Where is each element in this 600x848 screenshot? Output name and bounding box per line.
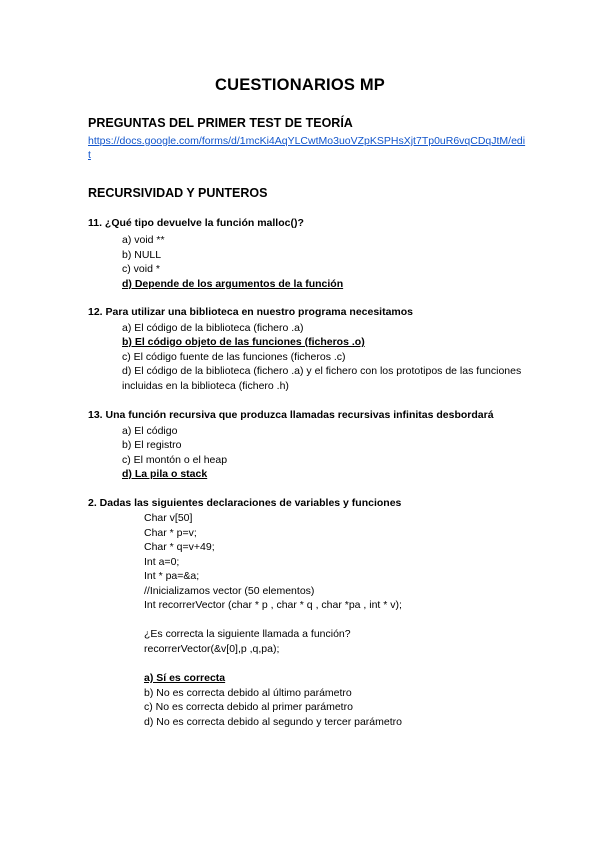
q11-option-b: b) NULL xyxy=(122,249,162,261)
code-line: Int recorrerVector (char * p , char * q , char *pa , int * v); xyxy=(144,599,402,611)
q11-option-d-answer: d) Depende de los argumentos de la función xyxy=(122,278,344,290)
code-line: Char * q=v+49; xyxy=(144,541,215,553)
q11-option-c: c) void * xyxy=(122,263,160,275)
q2-option-a-answer: a) Sí es correcta xyxy=(144,672,226,684)
google-forms-link[interactable]: https://docs.google.com/forms/d/1mcKi4AqYLCwtMo3uoVZpKSPHsXjt7Tp0uR6vqCDqJtM/edit xyxy=(88,135,526,161)
q13-option-a: a) El código xyxy=(122,425,178,437)
q12-option-b-answer: b) El código objeto de las funciones (ficheros .o) xyxy=(122,336,365,348)
code-line: //Inicializamos vector (50 elementos) xyxy=(144,585,315,597)
q2-option-d: d) No es correcta debido al segundo y tercer parámetro xyxy=(144,716,402,728)
question-12: 12. Para utilizar una biblioteca en nuestro programa necesitamos xyxy=(88,306,414,318)
section-heading-recursion: RECURSIVIDAD Y PUNTEROS xyxy=(88,186,268,200)
q2-option-b: b) No es correcta debido al último parámetro xyxy=(144,687,352,699)
code-line: Char v[50] xyxy=(144,512,193,524)
code-line: Int * pa=&a; xyxy=(144,570,200,582)
q12-option-d: d) El código de la biblioteca (fichero .a) y el fichero con los prototipos de las funciones incluidas en la biblioteca (fichero .h) xyxy=(122,365,522,392)
q2-option-c: c) No es correcta debido al primer parámetro xyxy=(144,701,353,713)
q12-option-a: a) El código de la biblioteca (fichero .a) xyxy=(122,322,304,334)
q2-prompt: ¿Es correcta la siguiente llamada a función? xyxy=(144,628,351,640)
q12-option-c: c) El código fuente de las funciones (ficheros .c) xyxy=(122,351,346,363)
section-heading-first-test: PREGUNTAS DEL PRIMER TEST DE TEORÍA xyxy=(88,116,353,130)
question-2: 2. Dadas las siguientes declaraciones de variables y funciones xyxy=(88,497,402,509)
question-11: 11. ¿Qué tipo devuelve la función malloc()? xyxy=(88,217,304,229)
code-line: Char * p=v; xyxy=(144,527,197,539)
q2-function-call: recorrerVector(&v[0],p ,q,pa); xyxy=(144,643,280,655)
q13-option-b: b) El registro xyxy=(122,439,182,451)
q13-option-d-answer: d) La pila o stack xyxy=(122,468,208,480)
question-13: 13. Una función recursiva que produzca llamadas recursivas infinitas desbordará xyxy=(88,409,494,421)
q13-option-c: c) El montón o el heap xyxy=(122,454,228,466)
code-line: Int a=0; xyxy=(144,556,180,568)
q11-option-a: a) void ** xyxy=(122,234,165,246)
page-title: CUESTIONARIOS MP xyxy=(214,76,386,94)
